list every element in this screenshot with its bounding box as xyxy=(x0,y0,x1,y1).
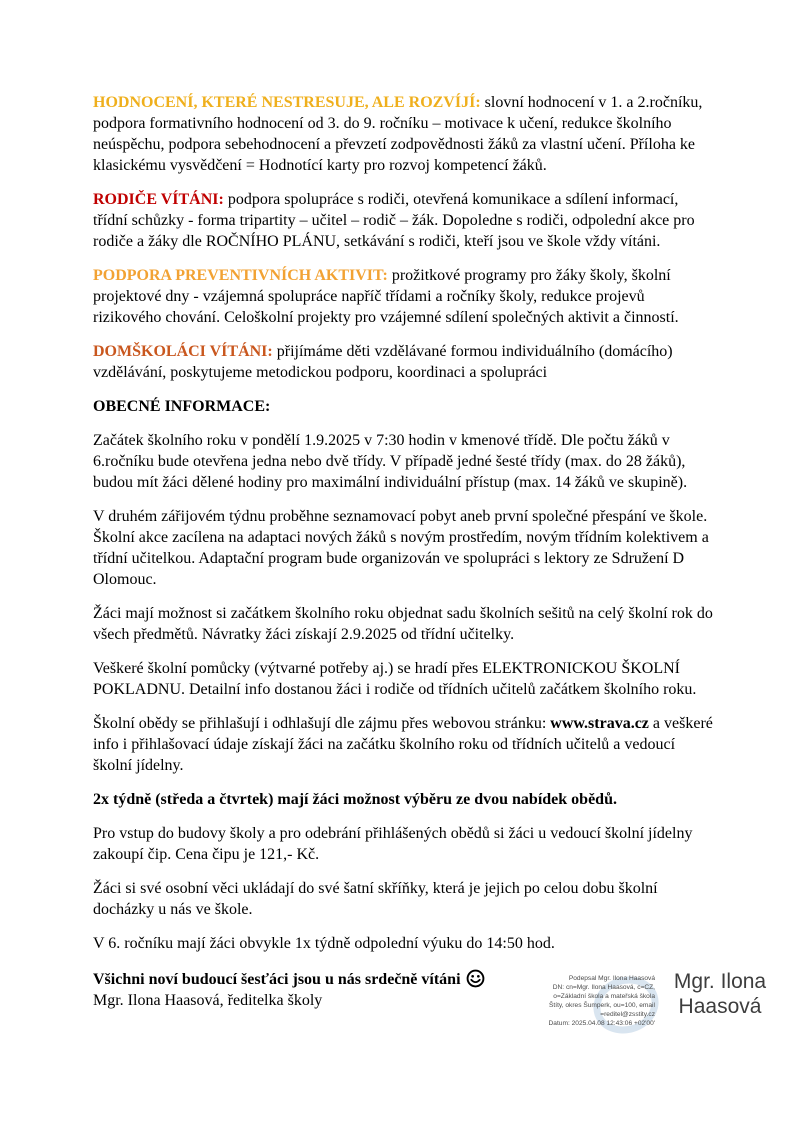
paragraph-lunches xyxy=(93,713,715,776)
strava-link[interactable]: www.strava.cz xyxy=(550,715,649,732)
signer-line: Mgr. Ilona Haasová, ředitelka školy xyxy=(93,992,323,1009)
section-domskolaci-text: přijímáme děti vzdělávané formou individuálního (domácího) vzdělávání, poskytujeme metodickou podporu, koordinaci a spolupráci xyxy=(93,343,673,381)
section-hodnoceni xyxy=(93,92,715,176)
signature-detail-line: =reditel@zsstity.cz xyxy=(600,1011,655,1018)
signature-details xyxy=(523,969,655,1028)
paragraph-afternoon-classes: V 6. ročníku mají žáci obvykle 1x týdně odpolední výuku do 14:50 hod. xyxy=(93,935,555,952)
signature-detail-line: Datum: 2025.04.08 12:43:06 +02'00' xyxy=(548,1020,655,1027)
paragraph-lockers: Žáci si své osobní věci ukládají do své šatní skříňky, která je jejich po celou dobu školní docházky u nás ve škole. xyxy=(93,880,658,918)
section-rodice xyxy=(93,189,715,252)
signature-detail-line: Štíty, okres Šumperk, ou=100, email xyxy=(549,1002,655,1009)
section-domskolaci xyxy=(93,341,715,383)
section-domskolaci-heading: DOMŠKOLÁCI VÍTÁNI: xyxy=(93,343,273,360)
closing-text xyxy=(93,969,505,1011)
section-rodice-heading: RODIČE VÍTÁNI: xyxy=(93,191,224,208)
signature-name-line2: Haasová xyxy=(678,995,762,1018)
signature-name xyxy=(661,969,779,1028)
signature-name-line1: Mgr. Ilona xyxy=(673,970,767,993)
section-hodnoceni-text: slovní hodnocení v 1. a 2.ročníku, podpora formativního hodnocení od 3. do 9. ročníku – motivace k učení, redukce školního neúspěchu, podpora sebehodnocení a převzetí zodpovědnosti žáků za vlastní učení. Příloha ke klasickému vysvědčení = Hodnotící karty pro rozvoj kompetencí žáků. xyxy=(93,94,703,174)
paragraph-lunches-pre: Školní obědy se přihlašují i odhlašují dle zájmu přes webovou stránku: xyxy=(93,715,547,732)
welcome-line xyxy=(93,969,505,990)
signature-detail-line: o=Základní škola a mateřská škola xyxy=(553,993,655,1000)
paragraph-chip: Pro vstup do budovy školy a pro odebrání přihlášených obědů si žáci u vedoucí školní jídelny zakoupí čip. Cena čipu je 121,- Kč. xyxy=(93,825,693,863)
signature-detail-line: Podepsal Mgr. Ilona Haasová xyxy=(568,975,655,982)
welcome-text: Všichni noví budoucí šesťáci jsou u nás srdečně vítáni xyxy=(93,971,461,988)
signature-detail-line: DN: cn=Mgr. Ilona Haasová, c=CZ, xyxy=(552,984,655,991)
paragraph-school-start: Začátek školního roku v pondělí 1.9.2025 v 7:30 hodin v kmenové třídě. Dle počtu žáků v 6.ročníku bude otevřena jedna nebo dvě třídy. V případě jedné šesté třídy (max. do 28 žáků), budou mít žáci dělené hodiny pro maximální individuální přístup (max. 14 žáků ve skupině). xyxy=(93,432,688,491)
closing-block xyxy=(93,969,767,1028)
smiley-icon xyxy=(466,969,485,988)
paragraph-school-cashbox: Veškeré školní pomůcky (výtvarné potřeby aj.) se hradí přes ELEKTRONICKOU ŠKOLNÍ POKLADNU. Detailní info dostanou žáci i rodiče od třídních učitelů začátkem školního roku. xyxy=(93,660,697,698)
section-podpora-heading: PODPORA PREVENTIVNÍCH AKTIVIT: xyxy=(93,267,388,284)
section-hodnoceni-heading: HODNOCENÍ, KTERÉ NESTRESUJE, ALE ROZVÍJÍ: xyxy=(93,94,481,111)
section-podpora xyxy=(93,265,715,328)
paragraph-lunches-post: a veškeré info i přihlašovací údaje získají žáci na začátku školního roku od třídních učitelů a vedoucí školní jídelny. xyxy=(93,715,713,774)
section-podpora-text: prožitkové programy pro žáky školy, školní projektové dny - vzájemná spolupráce napříč třídami a ročníky školy, redukce projevů rizikového chování. Celoškolní projekty pro vzájemné sdílení společných aktivit a činností. xyxy=(93,267,679,326)
section-rodice-text: podpora spolupráce s rodiči, otevřená komunikace a sdílení informací, třídní schůzky - forma tripartity – učitel – rodič – žák. Dopoledne s rodiči, odpolední akce pro rodiče a žáky dle ROČNÍHO PLÁNU, setkávání s rodiči, kteří jsou ve škole vždy vítáni. xyxy=(93,191,695,250)
paragraph-notebooks: Žáci mají možnost si začátkem školního roku objednat sadu školních sešitů na celý školní rok do všech předmětů. Návratky žáci získají 2.9.2025 od třídní učitelky. xyxy=(93,605,713,643)
general-info-heading: OBECNÉ INFORMACE: xyxy=(93,398,271,415)
paragraph-lunch-choice: 2x týdně (středa a čtvrtek) mají žáci možnost výběru ze dvou nabídek obědů. xyxy=(93,791,617,808)
paragraph-adaptation-stay: V druhém zářijovém týdnu proběhne seznamovací pobyt aneb první společné přespání ve škole. Školní akce zacílena na adaptaci nových žáků s novým prostředím, novým třídním kolektivem a třídní učitelkou. Adaptační program bude organizován ve spolupráci s lektory ze Sdružení D Olomouc. xyxy=(93,508,709,588)
digital-signature-field[interactable] xyxy=(505,969,779,1028)
